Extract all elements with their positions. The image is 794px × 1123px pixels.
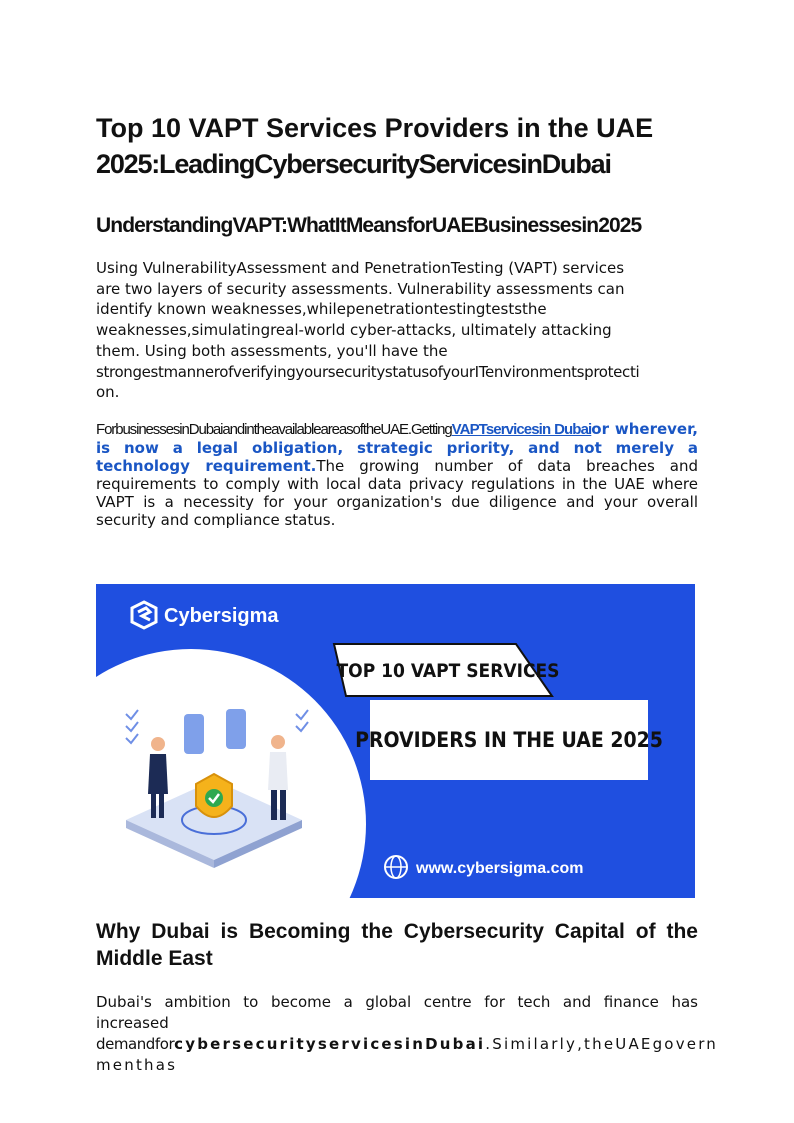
page-title-line-1: Top 10 VAPT Services Providers in the UAE [96,113,654,143]
cybersecurity-services-dubai-bold: cybersecurityservicesinDubai [174,1035,486,1053]
page-title [96,110,698,182]
intro-line: identify known weaknesses,whilepenetrationtestingteststhe [96,300,547,319]
dubai-paragraph [96,420,698,529]
intro-line: them. Using both assessments, you'll have the [96,341,448,360]
intro-paragraph [96,258,698,403]
intro-line: are two layers of security assessments. Vulnerability assessments can [96,279,625,298]
banner-image [96,584,695,898]
section-heading-understanding-vapt: UnderstandingVAPT:WhatItMeansforUAEBusinessesin2025 [96,214,642,237]
dubai-paragraph-body: The growing number of data breaches and requirements to comply with local data privacy regulations in the UAE where VAPT is a necessity for your organization's due diligence and your overall security and compliance status. [96,457,698,529]
check-icon [205,789,223,807]
page-title-line-2: 2025:LeadingCybersecurityServicesinDubai [96,149,611,179]
tag-top-text: TOP 10 VAPT SERVICES [336,660,560,682]
dubai-paragraph-lead: ForbusinessesinDubaiandintheavailableareasoftheUAE.Getting [96,421,452,438]
ambition-line [96,1034,719,1055]
vapt-services-dubai-link[interactable]: VAPTservicesin Dubai [451,421,592,438]
website-url: www.cybersigma.com [416,860,584,877]
ambition-line: Dubai's ambition to become a global centre for tech and finance has [96,993,698,1011]
ambition-line: increased [96,1014,169,1032]
ambition-line-suffix: .Similarly,theUAEgovern [485,1035,719,1053]
tag-bottom-text: PROVIDERS IN THE UAE 2025 [355,728,663,752]
intro-line: Using VulnerabilityAssessment and PenetrationTesting (VAPT) services [96,259,625,277]
brand-name: Cybersigma [164,605,279,627]
dubai-ambition-paragraph [96,992,719,1076]
dubai-paragraph-emphasis: or wherever, is now a legal obligation, strategic priority, and not merely a technology requirement. [96,420,698,475]
section-heading-dubai-capital: Why Dubai is Becoming the Cybersecurity Capital of the Middle East [96,920,698,970]
intro-line: on. [96,383,120,402]
ambition-line: menthas [96,1056,178,1074]
ambition-line-prefix: demandfor [96,1035,175,1053]
intro-line: weaknesses,simulatingreal-world cyber-attacks, ultimately attacking [96,321,612,340]
intro-line: strongestmannerofverifyingyoursecuritystatusofyourITenvironmentsprotecti [96,362,640,381]
